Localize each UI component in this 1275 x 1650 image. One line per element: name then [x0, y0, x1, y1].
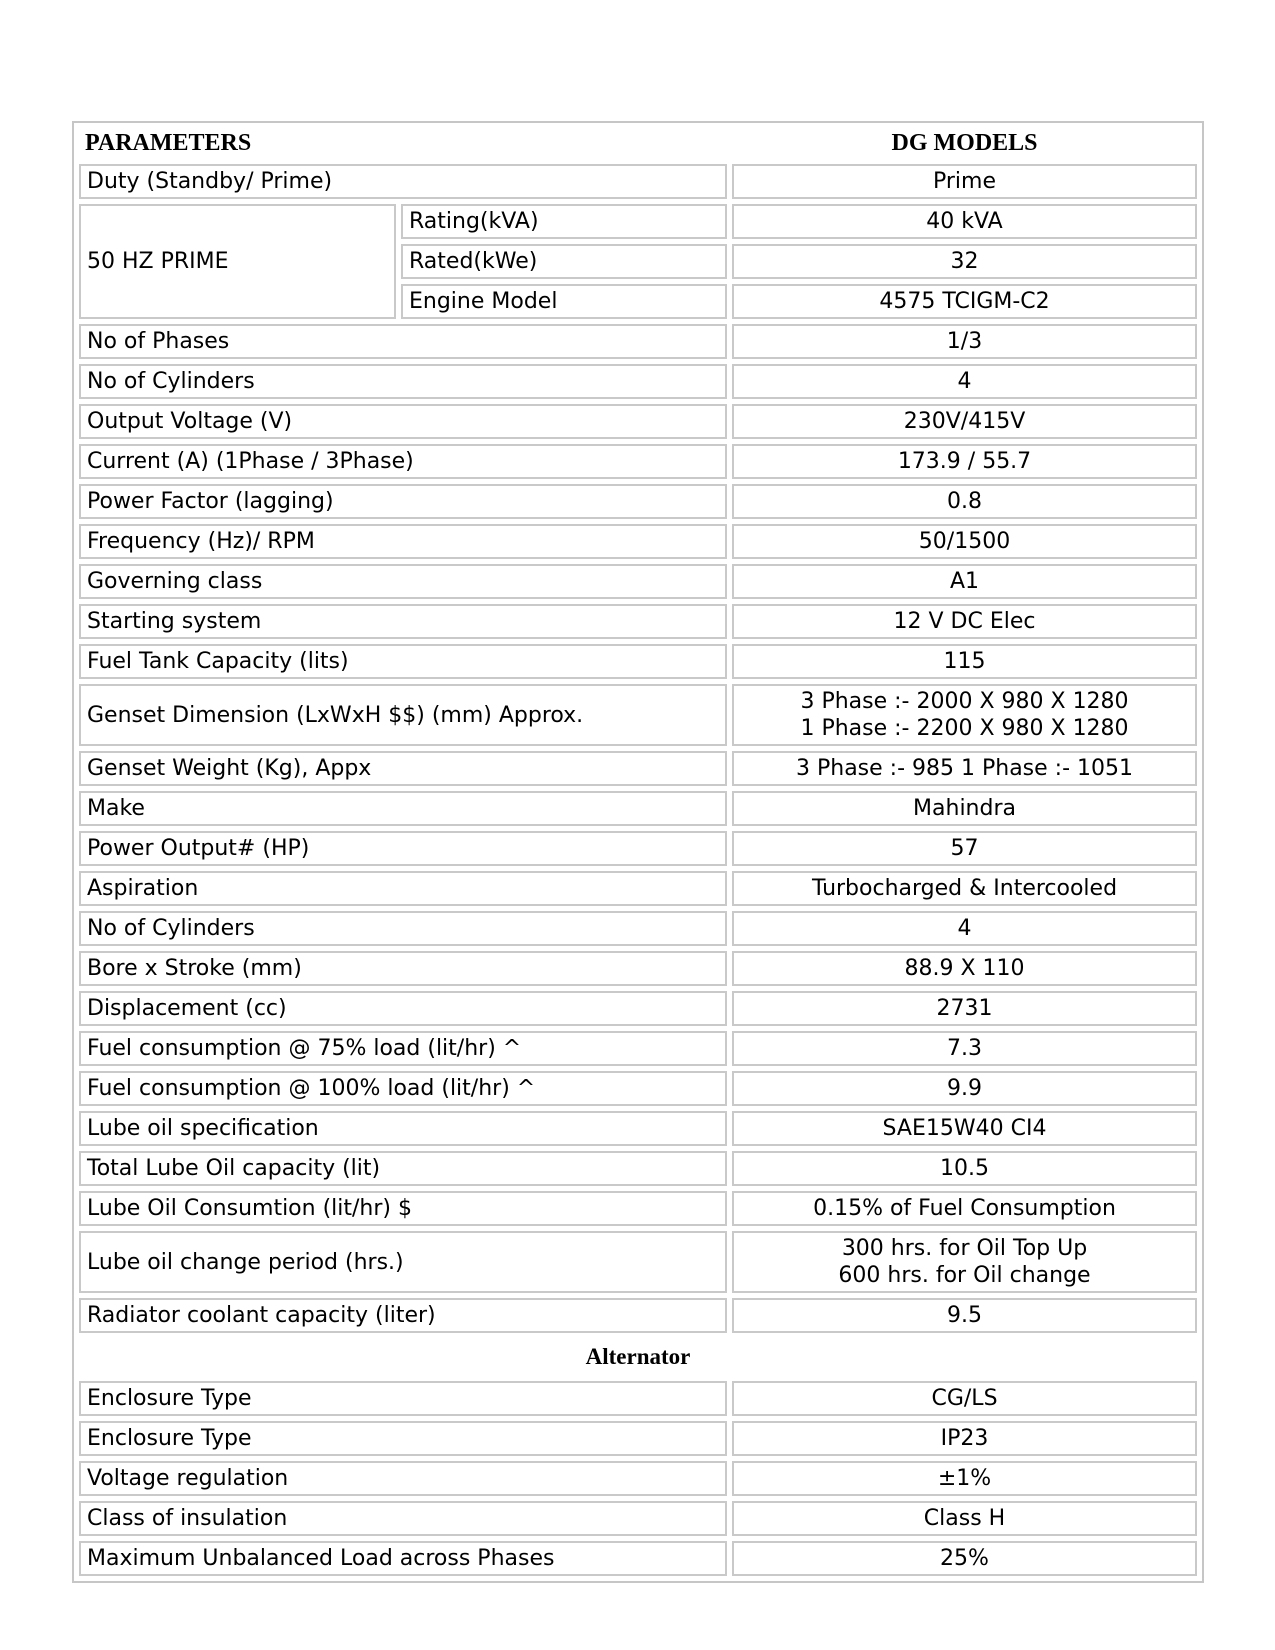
value-cell: 3 Phase :- 985 1 Phase :- 1051 — [732, 751, 1197, 786]
table-row — [79, 404, 1197, 439]
param-cell: Power Factor (lagging) — [79, 484, 727, 519]
value-cell: 9.5 — [732, 1298, 1197, 1333]
group-label-50hz-prime: 50 HZ PRIME — [79, 204, 396, 319]
value-cell: 230V/415V — [732, 404, 1197, 439]
value-cell: ±1% — [732, 1461, 1197, 1496]
table-row — [79, 1298, 1197, 1333]
table-row — [79, 684, 1197, 746]
param-cell: Lube Oil Consumtion (lit/hr) $ — [79, 1191, 727, 1226]
value-cell: 88.9 X 110 — [732, 951, 1197, 986]
value-cell: 57 — [732, 831, 1197, 866]
table-row — [79, 831, 1197, 866]
table-row — [79, 871, 1197, 906]
table-row — [79, 1461, 1197, 1496]
dg-spec-table — [72, 121, 1204, 1583]
value-line: 3 Phase :- 2000 X 980 X 1280 — [800, 689, 1129, 714]
table-row — [79, 484, 1197, 519]
value-cell: SAE15W40 CI4 — [732, 1111, 1197, 1146]
param-cell: Power Output# (HP) — [79, 831, 727, 866]
value-cell: Prime — [732, 164, 1197, 199]
value-cell: 2731 — [732, 991, 1197, 1026]
value-cell: 12 V DC Elec — [732, 604, 1197, 639]
table-row — [79, 1111, 1197, 1146]
value-cell: Turbocharged & Intercooled — [732, 871, 1197, 906]
value-cell: 0.8 — [732, 484, 1197, 519]
table-row — [79, 791, 1197, 826]
param-cell: Aspiration — [79, 871, 727, 906]
param-cell: Voltage regulation — [79, 1461, 727, 1496]
table-row — [79, 1421, 1197, 1456]
param-cell: Enclosure Type — [79, 1421, 727, 1456]
param-cell: Starting system — [79, 604, 727, 639]
value-cell: A1 — [732, 564, 1197, 599]
table-row — [79, 951, 1197, 986]
param-cell: Frequency (Hz)/ RPM — [79, 524, 727, 559]
value-cell: 9.9 — [732, 1071, 1197, 1106]
param-cell: Class of insulation — [79, 1501, 727, 1536]
param-cell: Governing class — [79, 564, 727, 599]
param-cell: Bore x Stroke (mm) — [79, 951, 727, 986]
param-cell: No of Phases — [79, 324, 727, 359]
value-cell: 0.15% of Fuel Consumption — [732, 1191, 1197, 1226]
param-cell: Output Voltage (V) — [79, 404, 727, 439]
table-row — [79, 644, 1197, 679]
table-row — [79, 204, 1197, 239]
table-row — [79, 911, 1197, 946]
table-row — [79, 1501, 1197, 1536]
table-row — [79, 1071, 1197, 1106]
value-cell: IP23 — [732, 1421, 1197, 1456]
param-cell: Fuel consumption @ 100% load (lit/hr) ^ — [79, 1071, 727, 1106]
param-cell: Rating(kVA) — [401, 204, 727, 239]
value-cell: 4 — [732, 364, 1197, 399]
value-cell: 4575 TCIGM-C2 — [732, 284, 1197, 319]
param-cell: Lube oil change period (hrs.) — [79, 1231, 727, 1293]
value-cell — [732, 684, 1197, 746]
param-cell: Current (A) (1Phase / 3Phase) — [79, 444, 727, 479]
value-cell: 115 — [732, 644, 1197, 679]
param-cell: Maximum Unbalanced Load across Phases — [79, 1541, 727, 1576]
param-cell: Enclosure Type — [79, 1381, 727, 1416]
value-line: 300 hrs. for Oil Top Up — [841, 1236, 1088, 1261]
param-cell: Fuel Tank Capacity (lits) — [79, 644, 727, 679]
value-cell: 25% — [732, 1541, 1197, 1576]
table-row — [79, 564, 1197, 599]
value-cell: CG/LS — [732, 1381, 1197, 1416]
section-header-alternator: Alternator — [585, 1344, 691, 1369]
table-row — [79, 991, 1197, 1026]
table-row — [79, 1541, 1197, 1576]
param-cell: Lube oil specification — [79, 1111, 727, 1146]
value-cell: Mahindra — [732, 791, 1197, 826]
param-cell: Total Lube Oil capacity (lit) — [79, 1151, 727, 1186]
param-cell: Radiator coolant capacity (liter) — [79, 1298, 727, 1333]
param-cell: No of Cylinders — [79, 911, 727, 946]
value-cell: 4 — [732, 911, 1197, 946]
param-cell: Genset Dimension (LxWxH $$) (mm) Approx. — [79, 684, 727, 746]
table-row — [79, 1031, 1197, 1066]
value-line: 600 hrs. for Oil change — [838, 1263, 1091, 1288]
table-row — [79, 364, 1197, 399]
value-cell: 40 kVA — [732, 204, 1197, 239]
table-row — [79, 1151, 1197, 1186]
value-cell: 10.5 — [732, 1151, 1197, 1186]
table-row — [79, 524, 1197, 559]
param-cell: Make — [79, 791, 727, 826]
param-cell: Fuel consumption @ 75% load (lit/hr) ^ — [79, 1031, 727, 1066]
value-cell: 50/1500 — [732, 524, 1197, 559]
spec-sheet-page — [72, 121, 1204, 1583]
column-header-parameters: PARAMETERS — [85, 130, 252, 156]
table-row — [79, 164, 1197, 199]
table-row — [79, 1191, 1197, 1226]
param-cell: Displacement (cc) — [79, 991, 727, 1026]
param-cell: No of Cylinders — [79, 364, 727, 399]
value-cell: 1/3 — [732, 324, 1197, 359]
value-cell: 173.9 / 55.7 — [732, 444, 1197, 479]
value-cell: 32 — [732, 244, 1197, 279]
table-row — [79, 444, 1197, 479]
table-header-row — [79, 128, 1197, 159]
table-row — [79, 324, 1197, 359]
value-cell: Class H — [732, 1501, 1197, 1536]
table-row — [79, 1231, 1197, 1293]
value-cell — [732, 1231, 1197, 1293]
column-header-dg-models: DG MODELS — [891, 130, 1038, 156]
param-cell: Engine Model — [401, 284, 727, 319]
table-row — [79, 604, 1197, 639]
param-cell: Genset Weight (Kg), Appx — [79, 751, 727, 786]
value-line: 1 Phase :- 2200 X 980 X 1280 — [800, 716, 1129, 741]
value-cell: 7.3 — [732, 1031, 1197, 1066]
param-cell: Duty (Standby/ Prime) — [79, 164, 727, 199]
table-row — [79, 751, 1197, 786]
table-row — [79, 1381, 1197, 1416]
section-row — [79, 1338, 1197, 1376]
param-cell: Rated(kWe) — [401, 244, 727, 279]
